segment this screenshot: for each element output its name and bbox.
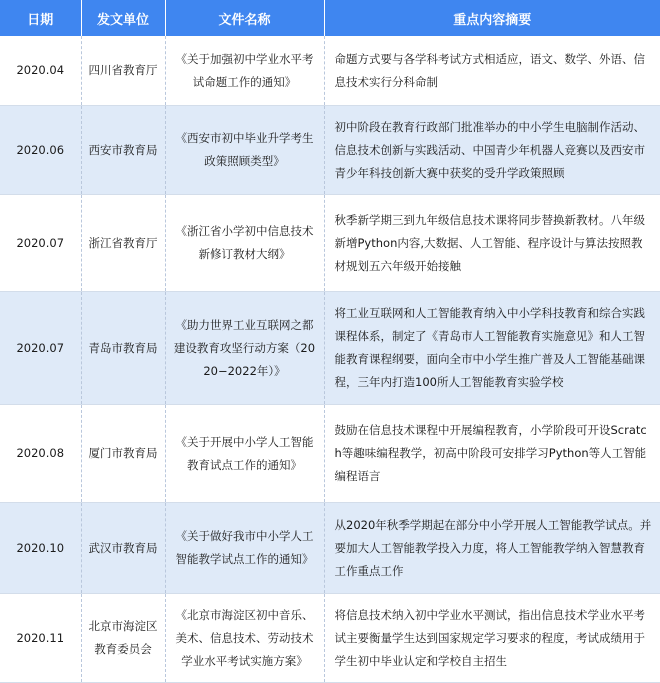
cell-summary: 从2020年秋季学期起在部分中小学开展人工智能教学试点。并要加大人工智能教学投入力度，将人工智能教学纳入智慧教育工作重点工作	[324, 503, 660, 594]
cell-title: 《北京市海淀区初中音乐、美术、信息技术、劳动技术学业水平考试实施方案》	[165, 594, 324, 683]
cell-summary: 秋季新学期三到九年级信息技术课将同步替换新教材。八年级新增Python内容,大数据、人工智能、程序设计与算法按照教材规划五六年级开始接触	[324, 195, 660, 292]
cell-summary: 初中阶段在教育行政部门批准举办的中小学生电脑制作活动、信息技术创新与实践活动、中国青少年机器人竞赛以及西安市青少年科技创新大赛中获奖的受升学政策照顾	[324, 106, 660, 195]
cell-issuer: 青岛市教育局	[81, 292, 165, 405]
cell-date: 2020.07	[0, 292, 81, 405]
cell-summary: 鼓励在信息技术课程中开展编程教育，小学阶段可开设Scratch等趣味编程教学，初高中阶段可安排学习Python等人工智能编程语言	[324, 405, 660, 503]
table-header-row	[0, 0, 660, 36]
cell-date: 2020.04	[0, 36, 81, 106]
cell-date: 2020.08	[0, 405, 81, 503]
table-row	[0, 195, 660, 292]
header-title: 文件名称	[165, 0, 324, 36]
header-issuer: 发文单位	[81, 0, 165, 36]
cell-date: 2020.06	[0, 106, 81, 195]
cell-summary: 将工业互联网和人工智能教育纳入中小学科技教育和综合实践课程体系，制定了《青岛市人工智能教育实施意见》和人工智能教育课程纲要，面向全市中小学生推广普及人工智能基础课程，三年内打造100所人工智能教育实验学校	[324, 292, 660, 405]
cell-date: 2020.10	[0, 503, 81, 594]
header-summary: 重点内容摘要	[324, 0, 660, 36]
cell-title: 《关于加强初中学业水平考试命题工作的通知》	[165, 36, 324, 106]
table-row	[0, 503, 660, 594]
cell-issuer: 西安市教育局	[81, 106, 165, 195]
cell-title: 《助力世界工业互联网之都建设教育攻坚行动方案（2020−2022年）》	[165, 292, 324, 405]
table-row	[0, 36, 660, 106]
cell-issuer: 武汉市教育局	[81, 503, 165, 594]
cell-issuer: 四川省教育厅	[81, 36, 165, 106]
cell-date: 2020.07	[0, 195, 81, 292]
cell-title: 《关于开展中小学人工智能教育试点工作的通知》	[165, 405, 324, 503]
table-row	[0, 594, 660, 683]
cell-title: 《西安市初中毕业升学考生政策照顾类型》	[165, 106, 324, 195]
cell-date: 2020.11	[0, 594, 81, 683]
table-row	[0, 405, 660, 503]
cell-summary: 命题方式要与各学科考试方式相适应，语文、数学、外语、信息技术实行分科命制	[324, 36, 660, 106]
table-row	[0, 292, 660, 405]
cell-title: 《浙江省小学初中信息技术新修订教材大纲》	[165, 195, 324, 292]
cell-issuer: 浙江省教育厅	[81, 195, 165, 292]
cell-issuer: 厦门市教育局	[81, 405, 165, 503]
table-row	[0, 106, 660, 195]
cell-summary: 将信息技术纳入初中学业水平测试，指出信息技术学业水平考试主要衡量学生达到国家规定学习要求的程度，考试成绩用于学生初中毕业认定和学校自主招生	[324, 594, 660, 683]
header-date: 日期	[0, 0, 81, 36]
cell-title: 《关于做好我市中小学人工智能教学试点工作的通知》	[165, 503, 324, 594]
cell-issuer: 北京市海淀区教育委员会	[81, 594, 165, 683]
